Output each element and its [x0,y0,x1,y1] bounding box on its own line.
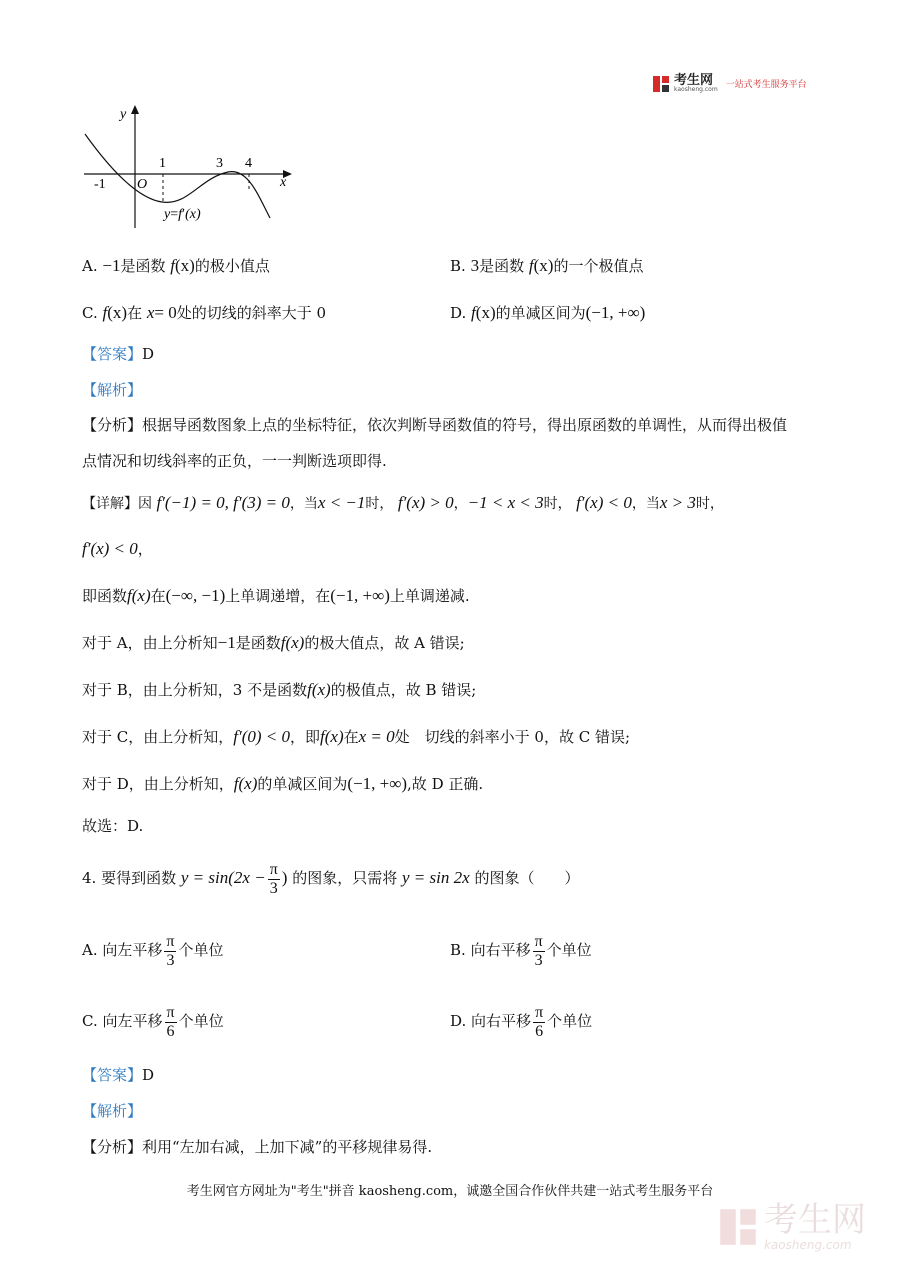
q4-option-a-fraction [164,933,176,970]
q3-option-d [450,302,645,324]
x-axis-label: x [280,175,287,190]
q3-option-b-letter: B. [450,257,466,275]
derivative-curve [85,134,270,218]
q3-for-d-f: f(x) [233,774,258,793]
q4-option-b-fraction [533,933,545,970]
q3-option-b-x: (x) [533,256,554,275]
q4-fenxi-text: 利用“左加右减，上加下减”的平移规律易得. [142,1138,433,1156]
q3-mono-b: 在 [150,587,166,605]
q4-option-c-num: π [166,1003,175,1021]
tick-neg1: -1 [94,177,106,192]
curve-label-y: y [164,207,171,222]
q3-for-b-c: 的极值点，故 B 错误; [330,681,477,699]
curve-label-prime: ′ [182,207,186,222]
derivative-graph [80,100,300,230]
tick-1: 1 [159,156,166,171]
q3-detail-line1 [82,492,724,515]
q3-option-d-text: 的单减区间为 [495,304,586,322]
q3-option-a-value: −1 [102,256,121,275]
q4-option-b [450,930,592,970]
q4-stem-b: 的图象，只需将 [292,869,398,887]
q4-stem-c: 的图象（ ） [474,869,580,887]
q3-option-b-text: 是函数 [479,257,525,275]
q3-option-d-f: f [471,303,476,322]
q4-option-c-text: 向左平移 [102,1012,163,1030]
q4-stem-a: 要得到函数 [101,869,177,887]
q4-option-a [82,930,224,970]
q4-stem [82,858,579,898]
q4-answer-tag: 【答案】 [82,1066,143,1084]
q3-option-b [450,255,643,277]
q3-option-a-letter: A. [82,257,98,275]
logo-domain: kaosheng.com [674,86,718,93]
q3-detail-m3: f′(x) > 0 [397,493,454,512]
q4-stem-fraction [268,861,280,898]
q3-for-c [82,726,630,748]
q3-option-c-x: (x) [107,303,128,322]
q4-option-b-post: 个单位 [546,941,592,959]
q3-detail-tag: 【详解】 [82,496,138,512]
q3-answer [82,343,154,365]
q3-mono-f: f(x) [127,586,151,605]
q4-option-a-num: π [166,932,175,950]
q3-option-c-letter: C. [82,304,98,322]
watermark-logo-icon [718,1207,758,1247]
q3-detail-g: 时， [695,496,724,512]
q3-detail-line2-text: ， [137,540,153,558]
q3-detail-e: 时， [543,496,572,512]
q4-option-c [82,1001,224,1041]
q4-option-a-den: 3 [166,951,175,969]
q4-option-c-fraction [165,1004,177,1041]
q3-option-b-f: f [528,256,534,275]
q3-for-d-text: 对于 D，由上分析知， [82,775,234,793]
q3-fenxi-line1 [82,414,787,436]
q4-fenxi [82,1136,432,1158]
q3-for-b-f: f(x) [307,680,331,699]
q4-option-d-den: 6 [535,1022,544,1040]
q4-stem-math1b: ) [281,868,288,887]
q3-mono-a: 即函数 [82,587,128,605]
curve-label-eq: = [170,207,179,222]
q4-option-d-post: 个单位 [547,1012,593,1030]
q3-for-c-f: f(x) [320,727,344,746]
watermark-brand: 考生网 [764,1200,866,1240]
q3-detail-m1: f′(−1) = 0, f′(3) = 0 [156,493,290,512]
q3-for-d-c: ,故 D 正确. [407,775,484,793]
q4-analysis-tag: 【解析】 [82,1102,143,1120]
q3-option-d-x: (x) [475,303,496,322]
q3-option-a-text: 是函数 [120,257,166,275]
q4-stem-math1: y = sin(2x − [180,868,266,887]
q4-stem-math2: y = sin 2x [402,868,470,887]
q3-mono-i2: (−1, +∞) [330,586,390,605]
curve-label-x: (x) [185,207,201,222]
q3-fenxi-line2: 点情况和切线斜率的正负，一一判断选项即得. [82,452,387,470]
logo-text [674,74,718,93]
tick-4: 4 [245,156,252,171]
q3-for-a-b: 是函数 [235,634,281,652]
watermark-domain: kaosheng.com [764,1238,852,1252]
q3-detail-line2-math: f′(x) < 0 [82,539,138,558]
q3-fenxi-tag: 【分析】 [82,416,143,434]
q3-option-c-text1: 在 [127,304,143,322]
q4-option-d-fraction [533,1004,545,1041]
q4-stem-frac-den: 3 [269,879,278,897]
q4-stem-frac-num: π [269,860,278,878]
header-logo [652,74,807,93]
q3-option-a-post: 的极小值点 [194,257,270,275]
q3-detail-m4: −1 < x < 3 [467,493,544,512]
q4-option-d [450,1001,592,1041]
watermark [718,1202,866,1252]
q3-mono-i1: (−∞, −1) [165,586,226,605]
q3-for-a-c: 的极大值点，故 A 错误; [304,634,465,652]
q3-option-b-post: 的一个极值点 [553,257,644,275]
q4-option-c-den: 6 [166,1022,175,1040]
q3-monotonic-line [82,585,470,607]
q4-option-d-letter: D. [450,1012,467,1030]
y-axis-label: y [120,107,127,122]
q4-option-b-num: π [534,932,543,950]
q3-analysis-tag: 【解析】 [82,381,143,399]
q3-option-a-x: (x) [175,256,195,275]
watermark-text [764,1202,866,1252]
q3-detail-b: ，当 [289,496,318,512]
logo-slogan: 一站式考生服务平台 [725,80,807,90]
q3-answer-tag: 【答案】 [82,345,143,363]
q3-answer-value: D [142,345,155,363]
q3-option-a [82,255,270,277]
q4-option-c-post: 个单位 [178,1012,224,1030]
q3-option-d-letter: D. [450,304,467,322]
q3-for-a-math: −1 [217,633,236,652]
q3-for-c-d: 处 切线的斜率小于 0，故 C 错误; [394,728,631,746]
origin-label: O [137,177,148,192]
q3-for-c-math2: x = 0 [358,727,395,746]
kaosheng-logo-icon [652,75,670,93]
q4-option-a-text: 向左平移 [102,941,163,959]
q3-mono-c: 上单调递增，在 [225,587,331,605]
logo-brand: 考生网 [674,73,714,88]
q4-option-a-post: 个单位 [178,941,224,959]
y-axis-arrow [131,105,139,114]
q4-option-d-num: π [535,1003,544,1021]
q3-for-c-math: f′(0) < 0 [233,727,290,746]
q4-number: 4. [82,869,97,887]
q4-option-d-text: 向右平移 [471,1012,532,1030]
q3-detail-a: 因 [138,496,152,512]
q3-option-c-text2: 处的切线的斜率大于 0 [176,304,327,322]
q3-for-b-text: 对于 B，由上分析知，3 不是函数 [82,681,308,699]
q3-mono-d: 上单调递减. [389,587,470,605]
q3-detail-m2: x < −1 [317,493,366,512]
q3-option-b-value: 3 [470,256,480,275]
q3-option-a-f: f [170,256,176,275]
tick-3: 3 [216,156,223,171]
q3-for-d [82,773,483,795]
q4-option-a-letter: A. [82,941,98,959]
q3-detail-d: ， [453,496,468,512]
q3-for-d-interval: (−1, +∞) [347,774,408,793]
q3-for-d-b: 的单减区间为 [257,775,348,793]
q3-for-c-b: ，即 [290,728,321,746]
q3-option-c-f: f [102,303,108,322]
q3-choose: 故选：D. [82,817,144,835]
q3-option-c [82,302,326,324]
q3-for-a-text: 对于 A，由上分析知 [82,634,218,652]
q3-option-c-math: x [146,303,155,322]
footer-text: 考生网官方网址为"考生"拼音 kaosheng.com，诚邀全国合作伙伴共建一站式考生服务平台 [186,1184,714,1199]
q3-detail-m5: f′(x) < 0 [576,493,632,512]
q4-option-c-letter: C. [82,1012,98,1030]
q4-option-b-text: 向右平移 [470,941,531,959]
q3-detail-line2 [82,538,153,560]
curve-label [162,207,201,222]
q3-detail-m6: x > 3 [659,493,696,512]
q4-answer [82,1064,154,1086]
q3-for-c-text: 对于 C，由上分析知， [82,728,234,746]
q3-for-c-c: 在 [343,728,359,746]
q4-fenxi-tag: 【分析】 [82,1138,143,1156]
q3-for-b [82,679,476,701]
q3-option-c-eq: = 0 [154,303,177,322]
q4-answer-value: D [142,1066,155,1084]
q4-option-b-letter: B. [450,941,466,959]
q3-for-a-f: f(x) [280,633,305,652]
q3-option-d-interval: (−1, +∞) [585,303,646,322]
q3-for-a [82,632,465,654]
q3-detail-f: ，当 [631,496,660,512]
q3-fenxi-text1: 根据导函数图象上点的坐标特征，依次判断导函数值的符号，得出原函数的单调性，从而得出极值 [142,416,788,434]
curve-label-f: f [178,207,183,222]
q4-option-b-den: 3 [534,951,543,969]
q3-detail-c: 时， [365,496,394,512]
